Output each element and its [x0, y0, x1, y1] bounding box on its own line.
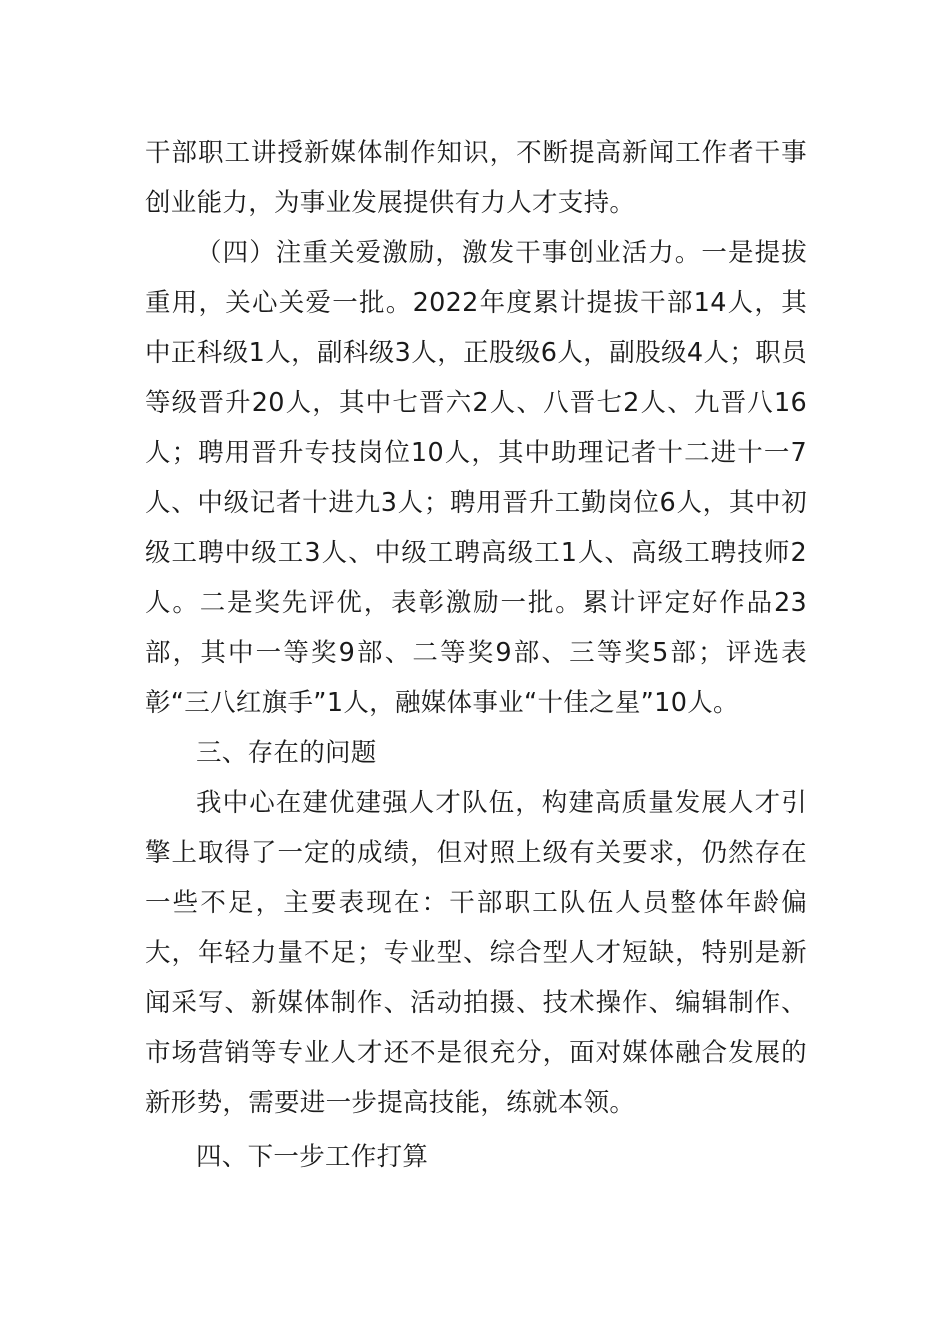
paragraph-continued: 干部职工讲授新媒体制作知识，不断提高新闻工作者干事创业能力，为事业发展提供有力人才支持。: [145, 138, 807, 218]
section-heading-next-steps: 四、下一步工作打算: [196, 1142, 429, 1172]
paragraph-incentives: （四）注重关爱激励，激发干事创业活力。一是提拔重用，关心关爱一批。2022年度累计提拔干部14人，其中正科级1人，副科级3人，正股级6人，副股级4人；职员等级晋升20人，其中七晋六2人、八晋七2人、九晋八16人；聘用晋升专技岗位10人，其中助理记者十二进十一7人、中级记者十进九3人；聘用晋升工勤岗位6人，其中初级工聘中级工3人、中级工聘高级工1人、高级工聘技师2人。二是奖先评优，表彰激励一批。累计评定好作品23部，其中一等奖9部、二等奖9部、三等奖5部；评选表彰“三八红旗手”1人，融媒体事业“十佳之星”10人。: [145, 238, 807, 718]
document-body: [145, 128, 807, 1182]
paragraph-problems: 我中心在建优建强人才队伍，构建高质量发展人才引擎上取得了一定的成绩，但对照上级有关要求，仍然存在一些不足，主要表现在：干部职工队伍人员整体年龄偏大，年轻力量不足；专业型、综合型人才短缺，特别是新闻采写、新媒体制作、活动拍摄、技术操作、编辑制作、市场营销等专业人才还不是很充分，面对媒体融合发展的新形势，需要进一步提高技能，练就本领。: [145, 788, 807, 1118]
section-heading-problems: 三、存在的问题: [196, 738, 377, 768]
